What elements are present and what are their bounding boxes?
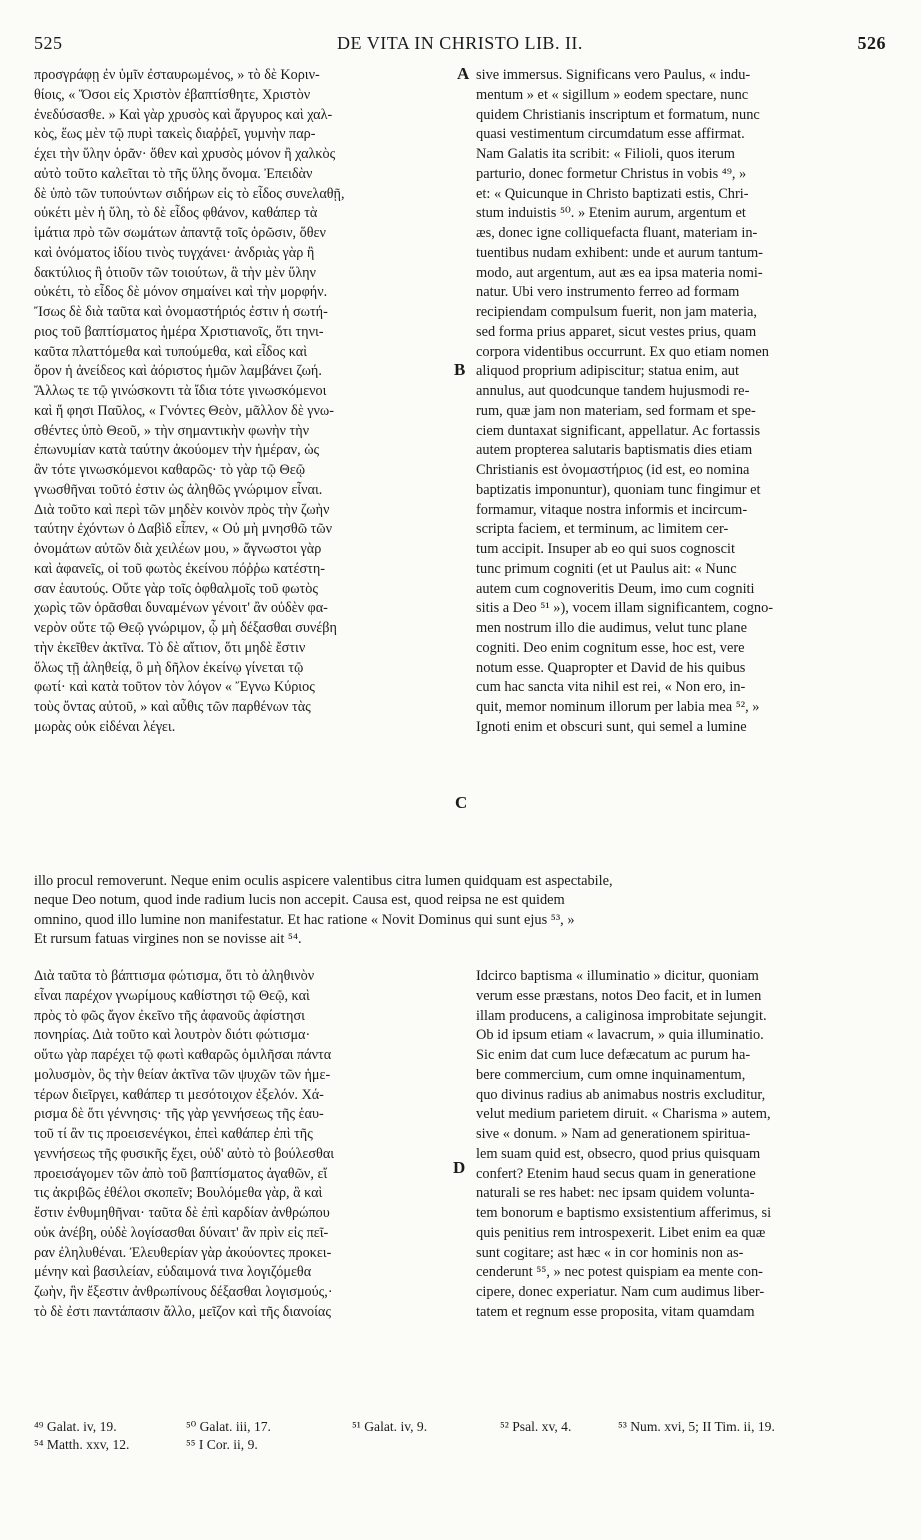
latin-text-line: sive « donum. » Nam ad generationem spiritua- [476, 1126, 751, 1142]
greek-text-line: ὀνομάτων αὐτῶν διὰ χειλέων μου, » ἄγνωστοι γὰρ [34, 541, 322, 557]
latin-text-line: baptizatis imponuntur), quoniam tunc fingimur et [476, 481, 761, 498]
greek-text-line: μωρὰς οὐκ εἰδέναι λέγει. [34, 718, 176, 735]
greek-text-line: προεισάγομεν τῶν ἀπὸ τοῦ βαπτίσματος ἀγαθῶν, εἴ [34, 1165, 328, 1182]
greek-text-line: Διὰ τοῦτο καὶ περὶ τῶν μηδὲν κοινὸν πρὸς τὴν ζωὴν [34, 501, 330, 518]
latin-text-line: bere commercium, cum omne inquinamentum, [476, 1066, 746, 1083]
greek-text-line: ἔστιν ἐνθυμηθῆναι· ταῦτα δὲ ἐπὶ καρδίαν ἀνθρώπου [34, 1205, 330, 1221]
latin-text-line: corpora videntibus occurrunt. Ex quo etiam nomen [476, 343, 769, 360]
section-marker-b: B [454, 360, 466, 379]
latin-text-line: quasi vestimentum circumdatum esse affirmat. [476, 126, 745, 143]
latin-text-line: ciem duntaxat significant, appellatur. Ac fortassis [476, 422, 761, 439]
latin-text-line: velut medium parietem diruit. « Charisma » autem, [476, 1106, 771, 1123]
latin-text-line: Sic enim dat cum luce defæcatum ac purum ha- [476, 1047, 751, 1063]
greek-text-line: καὶ ἥ φησι Παῦλος, « Γνόντες Θεὸν, μᾶλλον δὲ γνω- [34, 402, 334, 419]
section-marker-c: C [455, 793, 468, 812]
greek-text-line: ρισμα δὲ ὅτι γέννησις· τῆς γὰρ γεννήσεως τῆς ἑαυ- [34, 1106, 324, 1123]
greek-text-line: πονηρίας. Διὰ τοῦτο καὶ λουτρὸν διότι φώτισμα· [34, 1027, 311, 1044]
latin-text-line: confert? Etenim haud secus quam in generatione [476, 1165, 756, 1182]
latin-text-line: aliquod proprium adipiscitur; statua enim, aut [476, 363, 739, 380]
greek-text-line: τοὺς ὄντας αὐτοῦ, » καὶ αὖθις τῶν παρθένων τὰς [34, 699, 311, 715]
full-width-latin-paragraph [34, 872, 884, 950]
latin-text-line: men nostrum illo die audimus, velut tunc plane [476, 620, 747, 636]
greek-text-line: ἂν τότε γινωσκόμενοι καθαρῶς· τὸ γὰρ τῷ Θεῷ [34, 462, 306, 478]
latin-text-line: cogniti. Deo enim cognitum esse, hoc est, vere [476, 639, 745, 656]
greek-text-line: ζωὴν, ἣν ἔξεστιν ἀνθρωπίνους δέξασθαι λογισμούς,· [34, 1284, 333, 1300]
greek-text-line: τὸ δὲ ἐστι παντάπασιν ἄλλο, μεῖζον καὶ τῆς διανοίας [34, 1303, 331, 1320]
greek-text-line: γεννήσεως τῆς φυσικῆς ἔχει, οὐδ' αὐτὸ τὸ βούλεσθαι [34, 1145, 335, 1162]
latin-text-line: quis penitius rem introspexerit. Libet enim ea quæ [476, 1224, 766, 1241]
greek-text-line: ριος τοῦ βαπτίσματος ἡμέρα Χριστιανοῖς, ὅτι τηνι- [34, 323, 324, 340]
latin-text-line: sunt cogitare; ast hæc « in cor hominis non as- [476, 1244, 744, 1261]
greek-text-line: έχει τὴν ὕλην ὁρᾶν· ὅθεν καὶ χρυσὸς μόνον ἢ χαλκὸς [34, 146, 336, 162]
latin-text-line: quo divinus radius ab animabus nostris excluditur, [476, 1086, 766, 1103]
latin-text-line: autem propterea salutaris baptismatis dies etiam [476, 442, 753, 459]
greek-text-line: κὸς, ἕως μὲν τῷ πυρὶ τακεὶς διαῤῥεῖ, γυμνὴν παρ- [34, 126, 316, 143]
greek-text-line: δακτύλιος ἢ ὁτιοῦν τῶν τοιούτων, ἃ τὴν μὲν ὕλην [34, 264, 316, 281]
greek-text-line: τοῦ τί ἂν τις προεισενέγκοι, ἐπεὶ καθάπερ ἐπὶ τῆς [34, 1126, 313, 1142]
latin-text-line: rum, quæ jam non materiam, sed formam et spe- [476, 402, 756, 419]
latin-text-line: Et rursum fatuas virgines non se novisse ait ⁵⁴. [34, 931, 302, 948]
latin-text-line: sed forma prius apparet, sicut vestes prius, quam [476, 323, 757, 340]
latin-column-top [476, 66, 888, 738]
latin-text-line: mentum » et « sigillum » eodem spectare, nunc [476, 86, 749, 103]
greek-text-line: ἐπωνυμίαν κατὰ ταύτην ἀκούομεν τὴν ἡμέραν, ὡς [34, 442, 320, 459]
footnote-55: ⁵⁵ I Cor. ii, 9. [186, 1437, 258, 1453]
greek-text-line: σθέντες ὑπὸ Θεοῦ, » τὴν σημαντικὴν φωνὴν τὴν [34, 422, 310, 439]
greek-text-line: γνωσθῆναι τοῦτό ἐστιν ὡς ἀληθῶς γνώριμον εἶναι. [34, 481, 323, 498]
greek-text-line: νερὸν οὔτε τῷ Θεῷ γνώριμον, ᾧ μὴ δέξασθαι συνέβη [34, 620, 337, 636]
latin-text-line: tum accipit. Insuper ab eo qui suos cognoscit [476, 541, 735, 557]
greek-text-line: καὶ ἀφανεῖς, οἱ τοῦ φωτὸς ἐκείνου πόῤῥω κατέστη- [34, 560, 325, 577]
latin-text-line: Christianis est ὀνομαστήριος (id est, eo nomina [476, 462, 750, 478]
latin-text-line: notum esse. Quapropter et David de his quibus [476, 659, 746, 676]
latin-text-line: tunc primum cogniti (et ut Paulus ait: « Nunc [476, 560, 737, 577]
greek-text-line: Ἄλλως τε τῷ γινώσκοντι τὰ ἴδια τότε γινωσκόμενοι [34, 383, 327, 399]
greek-text-line: εἶναι παρέχον γνωρίμους καθίστησι τῷ Θεῷ, καὶ [34, 987, 310, 1004]
greek-text-line: τις ἀκριβῶς ἐθέλοι σκοπεῖν; Βουλόμεθα γὰρ, ἃ καὶ [34, 1185, 323, 1202]
latin-text-line: sitis a Deo ⁵¹ »), vocem illam significantem, cogno- [476, 600, 774, 617]
latin-text-line: illo procul removerunt. Neque enim oculis aspicere valentibus citra lumen quidquam est aspectabile, [34, 873, 613, 889]
section-marker-a: A [457, 64, 470, 83]
greek-text-line: Ἴσως δὲ διὰ ταῦτα καὶ ὀνομαστήριός ἐστιν ἡ σωτή- [34, 304, 328, 320]
latin-text-line: omnino, quod illo lumine non manifestatur. Et hac ratione « Novit Dominus qui sunt ejus ⁵³, » [34, 911, 575, 928]
running-header [34, 33, 886, 57]
greek-text-line: καὶ ὀνόματος ἰδίου τινὸς τυγχάνει· ἀνδριὰς γὰρ ἢ [34, 244, 315, 261]
greek-text-line: τὴν ἐκεῖθεν ἀκτῖνα. Τὸ δὲ αἴτιον, ὅτι μηδὲ ἔστιν [34, 639, 306, 656]
footnotes [34, 1418, 894, 1455]
footnote-row [34, 1436, 894, 1454]
latin-text-line: illam producens, a caliginosa improbitate sejungit. [476, 1007, 767, 1024]
greek-text-line: Διὰ ταῦτα τὸ βάπτισμα φώτισμα, ὅτι τὸ ἀληθινὸν [34, 968, 315, 984]
greek-text-line: προσγράφῃ ἐν ὑμῖν ἐσταυρωμένος, » τὸ δὲ Κοριν- [34, 67, 320, 83]
latin-text-line: Nam Galatis ita scribit: « Filioli, quos iterum [476, 146, 736, 162]
latin-text-line: et: « Quicunque in Christo baptizati estis, Chri- [476, 185, 749, 202]
greek-text-line: ἐνεδύσασθε. » Καὶ γὰρ χρυσὸς καὶ ἄργυρος καὶ χαλ- [34, 106, 333, 123]
greek-text-line: καῦτα πλαττόμεθα καὶ τυπούμεθα, καὶ εἶδος καὶ [34, 343, 308, 360]
greek-text-line: μολυσμὸν, ὃς τὴν θείαν ἀκτῖνα τῶν ψυχῶν τῶν ἡμε- [34, 1066, 331, 1083]
greek-column-bottom [34, 967, 454, 1323]
greek-text-line: ταύτην ἐχόντων ὁ Δαβὶδ εἶπεν, « Οὐ μὴ μνησθῶ τῶν [34, 521, 333, 538]
latin-text-line: parturio, donec formetur Christus in vobis ⁴⁹, » [476, 165, 747, 182]
latin-text-line: cipere, donec experiatur. Nam cum audimus liber- [476, 1284, 765, 1300]
latin-text-line: natur. Ubi vero instrumento ferreo ad formam [476, 284, 740, 301]
greek-text-line: οὐκέτι μὲν ἡ ὕλη, τὸ δὲ εἶδος φθάνον, καθάπερ τὰ [34, 205, 318, 222]
latin-text-line: naturali se res habet: nec ipsam quidem volunta- [476, 1185, 755, 1202]
greek-text-line: ἱμάτια πρὸ τῶν σωμάτων ἀπαντᾷ τοῖς ὁρῶσιν, ὅθεν [34, 225, 326, 241]
latin-text-line: neque Deo notum, quod inde radium lucis non accepit. Causa est, quod reipsa ne est quidem [34, 892, 565, 909]
greek-text-line: χωρὶς τῶν ὁρᾶσθαι δυναμένων γένοιτ' ἂν οὐδὲν φα- [34, 600, 328, 617]
footnote-52: ⁵² Psal. xv, 4. [500, 1419, 572, 1434]
footnote-51: ⁵¹ Galat. iv, 9. [352, 1419, 428, 1434]
greek-column-top [34, 66, 454, 738]
footnote-53: ⁵³ Num. xvi, 5; II Tim. ii, 19. [618, 1419, 775, 1434]
latin-text-line: verum esse præstans, notos Deo facit, et in lumen [476, 987, 762, 1004]
greek-text-line: πρὸς τὸ φῶς ἄγον ἐκεῖνο τῆς ἀφανοῦς ἀφίστησι [34, 1007, 305, 1024]
greek-text-line: μένην καὶ βασιλείαν, εὐδαιμονά τινα λογιζόμεθα [34, 1264, 312, 1281]
latin-text-line: scripta faciem, et terminum, ac limitem cer- [476, 521, 729, 538]
right-page-number: 526 [857, 33, 886, 53]
latin-text-line: formamur, vitaque nostra informis et incircum- [476, 501, 748, 518]
latin-text-line: cum hac sancta vita nihil est rei, « Non ero, in- [476, 679, 746, 696]
greek-text-line: δὲ ὑπὸ τῶν τυπούντων σιδήρων εἰς τὸ εἶδος συνελαθῇ, [34, 185, 345, 202]
footnote-row [34, 1418, 894, 1436]
greek-text-line: οὕτω γὰρ παρέχει τῷ φωτὶ καθαρῶς ὁμιλῆσαι πάντα [34, 1047, 332, 1063]
footnote-49: ⁴⁹ Galat. iv, 19. [34, 1419, 117, 1434]
latin-text-line: cenderunt ⁵⁵, » nec potest quispiam ea mente con- [476, 1264, 763, 1281]
latin-text-line: Ignoti enim et obscuri sunt, qui semel a lumine [476, 718, 747, 735]
latin-text-line: autem cum cognoveritis Deum, imo cum cogniti [476, 580, 755, 597]
greek-text-line: φωτί· καὶ κατὰ τοῦτον τὸν λόγον « Ἔγνω Κύριος [34, 679, 315, 696]
latin-text-line: modo, aut argentum, aut æs ea ipsa materia nomi- [476, 264, 763, 281]
left-page-number: 525 [34, 33, 63, 53]
greek-text-line: οὐκ ἀνέβη, οὐδὲ λογίσασθαι δύναιτ' ἂν πρὶν εἰς πεῖ- [34, 1224, 329, 1241]
latin-column-bottom [476, 967, 888, 1323]
latin-text-line: Idcirco baptisma « illuminatio » dicitur, quoniam [476, 968, 759, 984]
latin-text-line: quit, memor nominum illorum per labia mea ⁵², » [476, 699, 760, 715]
latin-text-line: tuentibus nudam exhibent: unde et aurum tantum- [476, 244, 763, 261]
greek-text-line: τέρων διεῖργει, καθάπερ τι μεσότοιχον ἐξελόν. Χά- [34, 1086, 324, 1103]
latin-text-line: quidem Christianis inscriptum et formatum, nunc [476, 106, 760, 123]
greek-text-line: ὅρον ἡ ἀνείδεος καὶ ἀόριστος ἡμῶν λαμβάνει ζωή. [34, 363, 322, 380]
latin-text-line: annulus, aut quodcunque tandem hujusmodi re- [476, 383, 750, 399]
latin-text-line: stum induistis ⁵⁰. » Etenim aurum, argentum et [476, 205, 746, 222]
greek-text-line: αὐτὸ τοῦτο καλεῖται τὸ τῆς ὕλης ὄνομα. Ἐπειδὰν [34, 165, 313, 182]
latin-text-line: sive immersus. Significans vero Paulus, « indu- [476, 67, 751, 83]
latin-text-line: Ob id ipsum etiam « lavacrum, » quia illuminatio. [476, 1027, 764, 1044]
greek-text-line: ὅλως τῇ ἀληθείᾳ, ὃ μὴ δῆλον ἐκείνῳ γίνεται τῷ [34, 659, 304, 676]
greek-text-line: σαν ἑαυτούς. Οὔτε γὰρ τοῖς ὀφθαλμοῖς τοῦ φωτὸς [34, 580, 318, 597]
latin-text-line: tem bonorum e baptismo exsistentium afferimus, si [476, 1205, 772, 1221]
latin-text-line: tatem et regnum esse proposita, vitam quamdam [476, 1303, 755, 1320]
greek-text-line: ραν ἐληλυθέναι. Ἐλευθερίαν γὰρ ἀκούοντες προκει- [34, 1244, 332, 1261]
latin-text-line: æs, donec igne colliquefacta fluant, materiam in- [476, 225, 758, 241]
running-title: DE VITA IN CHRISTO LIB. II. [337, 33, 583, 53]
footnote-54: ⁵⁴ Matth. xxv, 12. [34, 1437, 130, 1453]
latin-text-line: recipiendam compulsum fuerit, non jam materia, [476, 304, 757, 320]
greek-text-line: οὐκέτι, τὸ εἶδος δὲ μόνον σημαίνει καὶ τὴν μορφήν. [34, 284, 328, 301]
footnote-50: ⁵⁰ Galat. iii, 17. [186, 1419, 271, 1434]
section-marker-d: D [453, 1158, 466, 1177]
latin-text-line: lem suam quid est, obsecro, quod prius quisquam [476, 1145, 761, 1162]
greek-text-line: θίοις, « Ὅσοι εἰς Χριστὸν ἐβαπτίσθητε, Χριστὸν [34, 86, 311, 103]
